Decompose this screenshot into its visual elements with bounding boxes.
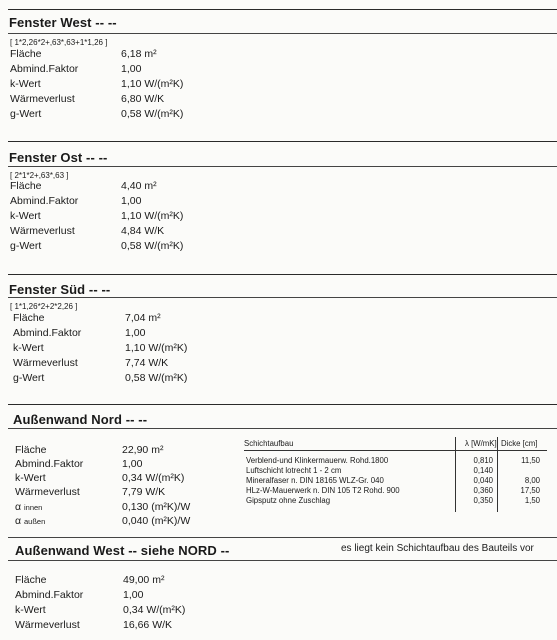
property-row	[10, 62, 230, 76]
layer-row	[244, 496, 547, 506]
section-title-fenster-sued: Fenster Süd -- --	[9, 282, 111, 297]
property-label: k-Wert	[10, 78, 41, 90]
section-title-wand-west: Außenwand West -- siehe NORD --	[15, 543, 230, 558]
property-row	[15, 443, 235, 457]
property-value: 16,66 W/K	[123, 619, 173, 631]
property-label: Fläche	[10, 180, 42, 192]
layer-lambda: 0,350	[473, 496, 493, 505]
layer-name: Mineralfaser n. DIN 18165 WLZ-Gr. 040	[246, 476, 384, 485]
section-divider	[8, 274, 557, 275]
property-row	[15, 485, 235, 499]
property-label: Fläche	[10, 48, 42, 60]
layer-row	[244, 486, 547, 496]
property-row	[10, 239, 230, 253]
alpha-innen-value: 0,130 (m²K)/W	[122, 501, 191, 513]
layer-name: Verblend-und Klinkermauerw. Rohd.1800	[246, 456, 389, 465]
layer-row	[244, 456, 547, 466]
property-value: 7,04 m²	[125, 312, 161, 324]
property-value: 6,80 W/K	[121, 93, 165, 105]
layer-table-header	[244, 437, 547, 451]
property-value: 1,10 W/(m²K)	[121, 78, 184, 90]
property-label: k-Wert	[10, 210, 41, 222]
property-row	[10, 92, 230, 106]
property-label: Abmind.Faktor	[15, 589, 84, 601]
property-value: 7,79 W/K	[122, 486, 166, 498]
section-title-wand-nord: Außenwand Nord -- --	[13, 412, 148, 427]
header-schichtaufbau: Schichtaufbau	[244, 439, 294, 448]
property-value: 1,00	[121, 195, 142, 207]
section-divider	[8, 9, 557, 10]
section-divider	[8, 537, 557, 538]
property-value: 0,34 W/(m²K)	[122, 472, 185, 484]
property-value: 7,74 W/K	[125, 357, 169, 369]
property-label: k-Wert	[15, 604, 46, 616]
layer-name: Gipsputz ohne Zuschlag	[246, 496, 331, 505]
property-value: 0,58 W/(m²K)	[121, 108, 184, 120]
property-row	[13, 356, 233, 370]
no-layer-note: es liegt kein Schichtaufbau des Bauteils vor	[341, 543, 534, 554]
alpha-sub-label: innen	[24, 503, 43, 512]
property-row	[15, 457, 235, 471]
property-label: Wärmeverlust	[10, 93, 75, 105]
property-label: k-Wert	[13, 342, 44, 354]
property-label: Wärmeverlust	[13, 357, 78, 369]
property-row	[15, 573, 235, 587]
layer-thickness: 1,50	[524, 496, 540, 505]
layer-row	[244, 466, 547, 476]
layer-lambda: 0,810	[473, 456, 493, 465]
property-row	[10, 47, 230, 61]
layer-name: Luftschicht lotrecht 1 - 2 cm	[246, 466, 342, 475]
layer-table	[244, 437, 547, 506]
property-row	[10, 77, 230, 91]
property-value: 1,00	[125, 327, 146, 339]
alpha-symbol: α	[15, 501, 22, 513]
property-label: Abmind.Faktor	[10, 63, 79, 75]
property-label: g-Wert	[10, 240, 42, 252]
section-divider	[8, 141, 557, 142]
property-row	[13, 341, 233, 355]
alpha-innen-row	[15, 500, 235, 514]
property-value: 1,00	[121, 63, 142, 75]
alpha-aussen-value: 0,040 (m²K)/W	[122, 515, 191, 527]
alpha-aussen-row	[15, 514, 235, 528]
area-formula: [ 1*1,26*2+2*2,26 ]	[10, 302, 78, 311]
layer-lambda: 0,360	[473, 486, 493, 495]
property-label: Fläche	[15, 444, 47, 456]
layer-thickness: 8,00	[524, 476, 540, 485]
alpha-sub-label: außen	[24, 517, 46, 526]
property-row	[10, 179, 230, 193]
property-value: 1,00	[123, 589, 144, 601]
property-row	[10, 107, 230, 121]
property-row	[13, 311, 233, 325]
property-label: Wärmeverlust	[15, 619, 80, 631]
alpha-symbol: α	[15, 515, 22, 527]
section-divider	[8, 428, 557, 429]
property-row	[15, 471, 235, 485]
property-row	[15, 618, 235, 632]
property-label: Abmind.Faktor	[10, 195, 79, 207]
layer-name: HLz-W-Mauerwerk n. DIN 105 T2 Rohd. 900	[246, 486, 400, 495]
property-label: Abmind.Faktor	[15, 458, 84, 470]
property-value: 0,58 W/(m²K)	[125, 372, 188, 384]
property-row	[15, 588, 235, 602]
property-value: 1,10 W/(m²K)	[125, 342, 188, 354]
section-divider	[8, 166, 557, 167]
property-value: 22,90 m²	[122, 444, 164, 456]
property-label: Fläche	[15, 574, 47, 586]
property-value: 1,00	[122, 458, 143, 470]
layer-rows	[244, 451, 547, 506]
property-row	[10, 209, 230, 223]
property-label: k-Wert	[15, 472, 46, 484]
layer-row	[244, 476, 547, 486]
property-value: 6,18 m²	[121, 48, 157, 60]
property-value: 0,34 W/(m²K)	[123, 604, 186, 616]
property-value: 1,10 W/(m²K)	[121, 210, 184, 222]
property-label: Wärmeverlust	[15, 486, 80, 498]
property-row	[13, 326, 233, 340]
header-thickness: Dicke [cm]	[501, 439, 538, 448]
property-value: 4,84 W/K	[121, 225, 165, 237]
property-value: 49,00 m²	[123, 574, 165, 586]
property-label: Wärmeverlust	[10, 225, 75, 237]
property-label: g-Wert	[13, 372, 45, 384]
property-value: 0,58 W/(m²K)	[121, 240, 184, 252]
property-row	[10, 194, 230, 208]
area-formula: [ 2*1*2+,63*,63 ]	[10, 171, 69, 180]
property-label: Abmind.Faktor	[13, 327, 82, 339]
section-title-fenster-west: Fenster West -- --	[9, 15, 117, 30]
property-row	[10, 224, 230, 238]
header-lambda: λ [W/mK]	[465, 439, 497, 448]
layer-thickness: 17,50	[520, 486, 540, 495]
property-row	[13, 371, 233, 385]
area-formula: [ 1*2,26*2+,63*,63+1*1,26 ]	[10, 38, 108, 47]
property-value: 4,40 m²	[121, 180, 157, 192]
section-divider	[8, 404, 557, 405]
property-row	[15, 603, 235, 617]
section-title-fenster-ost: Fenster Ost -- --	[9, 150, 108, 165]
section-divider	[8, 560, 557, 561]
layer-thickness: 11,50	[521, 456, 540, 465]
section-divider	[8, 297, 557, 298]
property-label: Fläche	[13, 312, 45, 324]
property-label: g-Wert	[10, 108, 42, 120]
layer-lambda: 0,140	[473, 466, 493, 475]
section-divider	[8, 33, 557, 34]
layer-lambda: 0,040	[473, 476, 493, 485]
